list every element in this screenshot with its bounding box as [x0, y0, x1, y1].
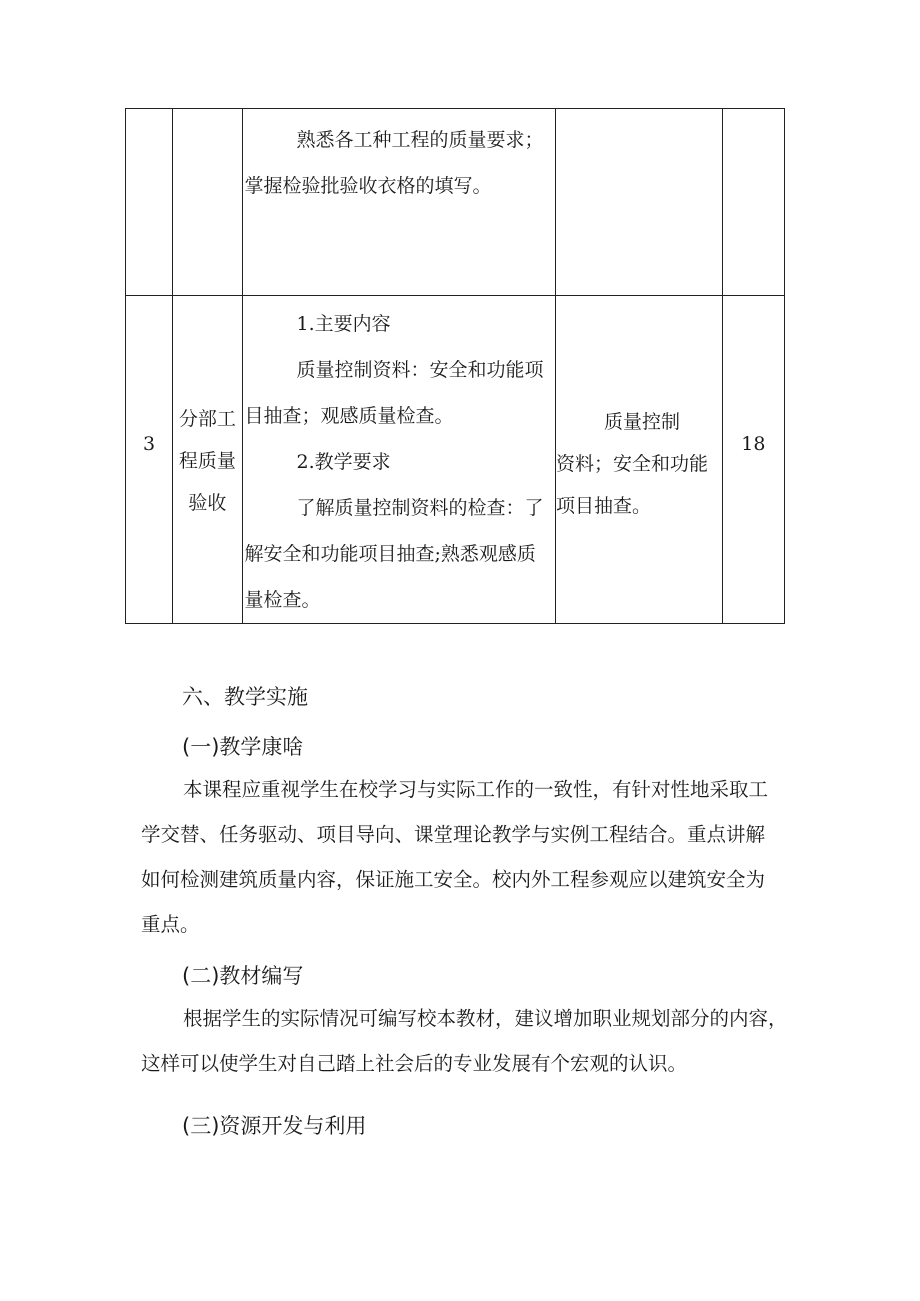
course-content-table	[125, 108, 785, 624]
subsection-title: (一)教学康啥	[182, 735, 304, 759]
row-number-cell	[126, 296, 173, 624]
hours-value: 18	[741, 433, 766, 455]
content-cell	[242, 296, 555, 624]
content-line: 质量控制资料：安全和功能项	[296, 359, 544, 381]
focus-line: 质量控制	[603, 411, 680, 433]
section-title: 六、教学实施	[182, 685, 308, 709]
content-line: 解安全和功能项目抽查;熟悉观感质	[244, 543, 536, 565]
paragraph-line: 这样可以使学生对自己踏上社会后的专业发展有个宏观的认识。	[141, 1052, 688, 1075]
table-row	[126, 109, 785, 296]
content-line: 量检查。	[244, 589, 321, 611]
hours-cell	[722, 296, 784, 624]
unit-name-cell	[173, 296, 242, 624]
unit-name-line: 验收	[188, 492, 227, 514]
content-heading: 2.教学要求	[296, 451, 391, 473]
content-line: 目抽查；观感质量检查。	[244, 405, 454, 427]
unit-name-cell	[173, 109, 242, 296]
focus-line: 项目抽查。	[555, 495, 651, 517]
paragraph	[141, 767, 791, 947]
content-heading: 1.主要内容	[296, 313, 391, 335]
paragraph	[141, 996, 791, 1086]
row-number-cell	[126, 109, 173, 296]
paragraph-line: 本课程应重视学生在校学习与实际工作的一致性，有针对性地采取工	[183, 778, 769, 801]
paragraph-line: 学交替、任务驱动、项目导向、课堂理论教学与实例工程结合。重点讲解	[141, 823, 766, 846]
focus-line: 资料；安全和功能	[555, 453, 708, 475]
row-number: 3	[143, 433, 156, 455]
subsection-title: (三)资源开发与利用	[182, 1114, 367, 1138]
focus-cell	[555, 296, 722, 624]
content-cell	[242, 109, 555, 296]
paragraph-line: 重点。	[141, 913, 200, 936]
content-line: 熟悉各工种工程的质量要求；	[296, 129, 544, 151]
unit-name-line: 分部工	[178, 408, 236, 430]
content-line: 了解质量控制资料的检查：了	[296, 497, 544, 519]
paragraph-line: 根据学生的实际情况可编写校本教材，建议增加职业规划部分的内容，	[183, 1007, 788, 1030]
table-row	[126, 296, 785, 624]
subsection-title: (二)教材编写	[182, 964, 304, 988]
unit-name-line: 程质量	[178, 450, 236, 472]
paragraph-line: 如何检测建筑质量内容，保证施工安全。校内外工程参观应以建筑安全为	[141, 868, 766, 891]
hours-cell	[722, 109, 784, 296]
focus-cell	[555, 109, 722, 296]
content-line: 掌握检验批验收衣格的填写。	[244, 175, 492, 197]
